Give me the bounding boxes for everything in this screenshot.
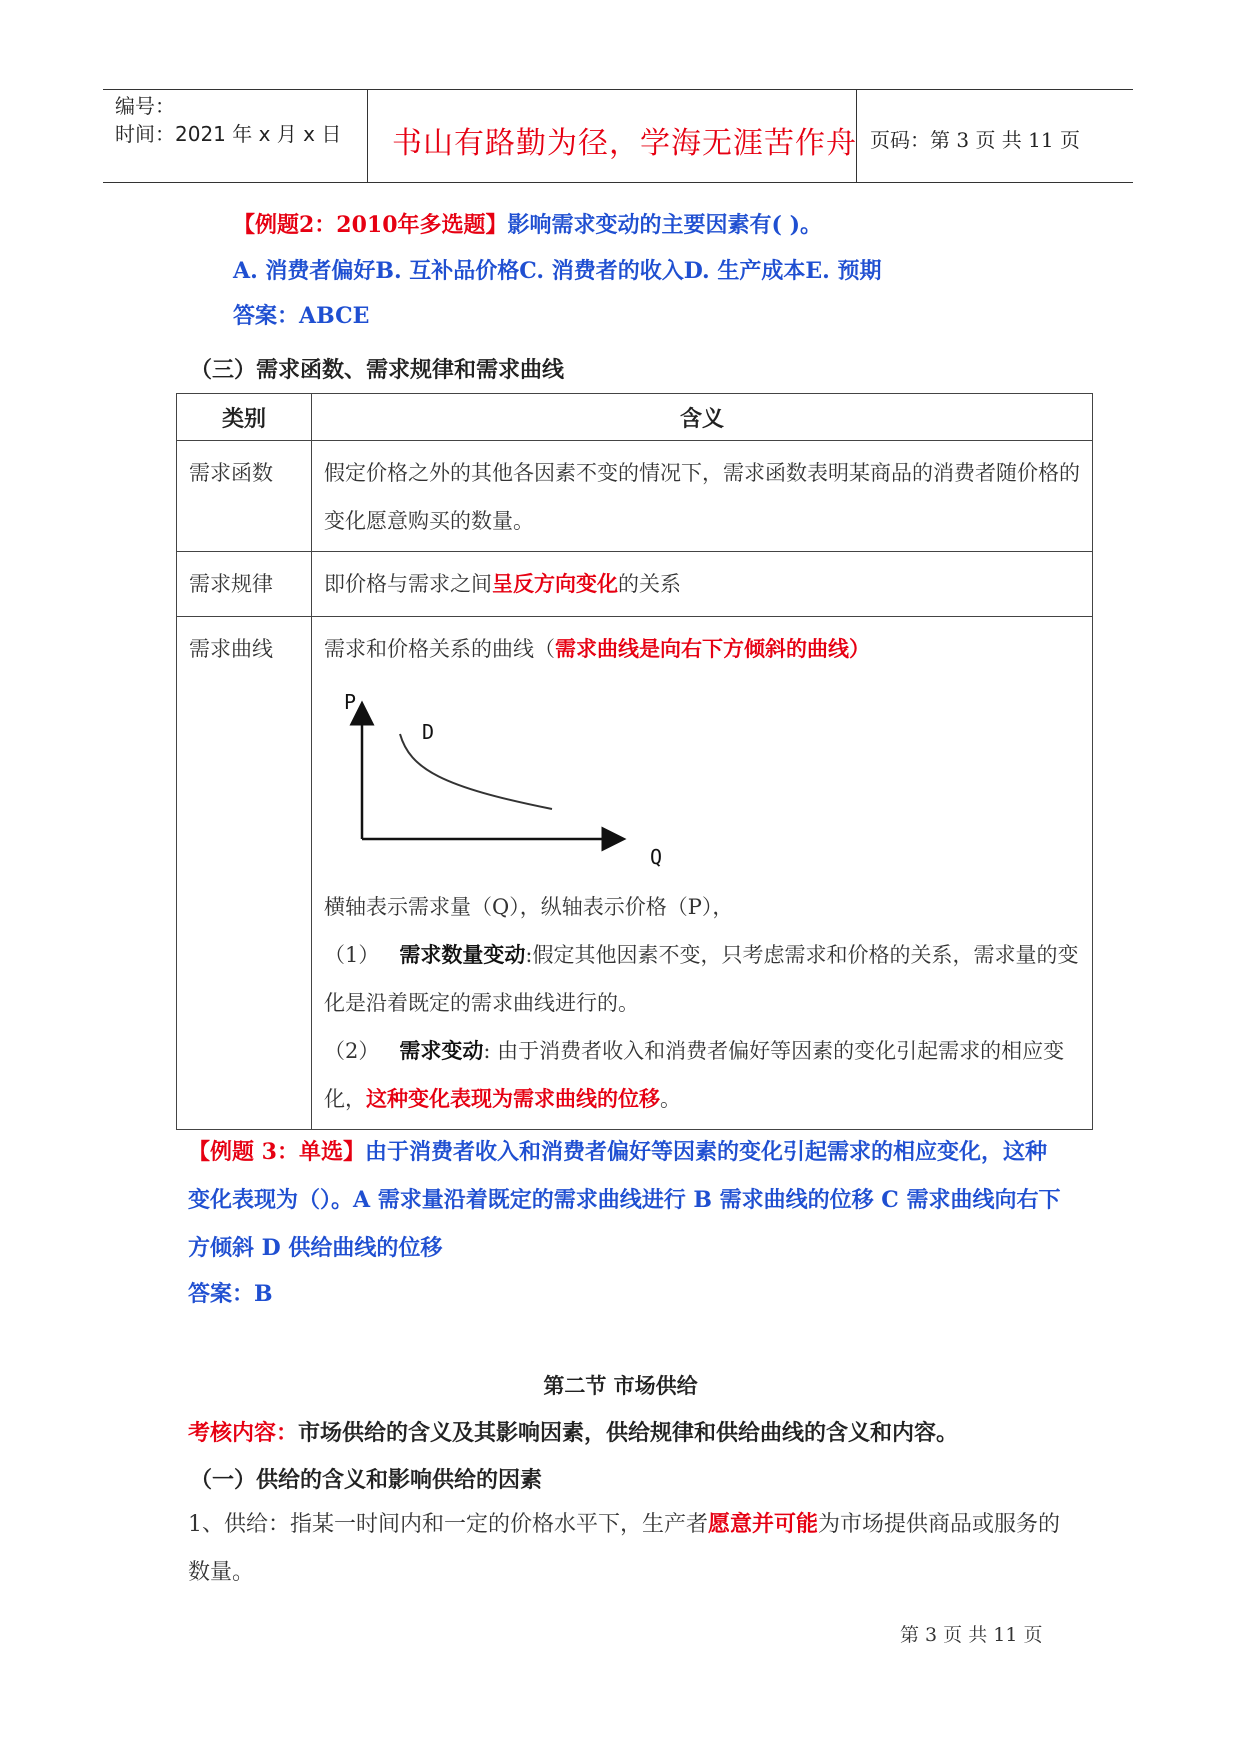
item2-text-before: : 由于消费者收入和消费者偏好等因素的变化引起需求的相应变化， bbox=[324, 1039, 1065, 1111]
supply-def-highlight: 愿意并可能 bbox=[708, 1511, 819, 1537]
item2-num: （2） bbox=[324, 1039, 380, 1063]
curve-label: D bbox=[422, 720, 435, 744]
section3-title: （三）需求函数、需求规律和需求曲线 bbox=[190, 357, 565, 383]
supply-def-after: 为市场提供商品或服务的数量。 bbox=[188, 1512, 1061, 1585]
header-time-label: 时间：2021 年 x 月 x 日 bbox=[115, 122, 342, 146]
example2-question bbox=[233, 209, 1113, 241]
assessment-text: 市场供给的含义及其影响因素，供给规律和供给曲线的含义和内容。 bbox=[298, 1420, 959, 1446]
example3-answer: 答案：B bbox=[188, 1281, 273, 1307]
example3-tag: 【例题 3：单选】 bbox=[188, 1139, 365, 1165]
row-meaning-demand-law bbox=[312, 552, 1093, 617]
item2 bbox=[324, 1027, 1082, 1123]
table-row bbox=[177, 441, 1093, 552]
page-footer: 第 3 页 共 11 页 bbox=[900, 1624, 1043, 1646]
example3-text: 由于消费者收入和消费者偏好等因素的变化引起需求的相应变化，这种变化表现为（）。A 需求量沿着既定的需求曲线进行 B 需求曲线的位移 C 需求曲线向右下方倾斜 D 供给曲线的位移 bbox=[188, 1139, 1061, 1261]
item1-num: （1） bbox=[324, 943, 380, 967]
demand-law-highlight: 呈反方向变化 bbox=[492, 571, 618, 596]
demand-curve-text-before: 需求和价格关系的曲线（ bbox=[324, 637, 555, 661]
demand-curve-highlight: 需求曲线是向右下方倾斜的曲线） bbox=[555, 636, 870, 661]
row-category-demand-function: 需求函数 bbox=[177, 441, 312, 552]
axis-note: 横轴表示需求量（Q），纵轴表示价格（P）， bbox=[324, 895, 734, 919]
header-bottom-rule bbox=[103, 182, 1133, 183]
demand-curve-line bbox=[400, 734, 552, 809]
assessment bbox=[188, 1416, 958, 1447]
header-divider-left bbox=[367, 89, 368, 182]
demand-curve-intro bbox=[324, 625, 1082, 673]
table-header-row bbox=[177, 394, 1093, 441]
demand-law-text-after: 的关系 bbox=[618, 572, 681, 596]
example2-tag: 【例题2：2010年多选题】 bbox=[233, 212, 508, 238]
section2-title: 第二节 市场供给 bbox=[543, 1373, 698, 1398]
row-category-demand-curve: 需求曲线 bbox=[177, 617, 312, 1130]
demand-law-text-before: 即价格与需求之间 bbox=[324, 572, 492, 596]
supply-definition bbox=[188, 1500, 1068, 1597]
header-top-rule bbox=[103, 89, 1133, 90]
header-number-label: 编号： bbox=[115, 94, 175, 118]
demand-curve-svg bbox=[332, 679, 662, 879]
demand-curve-chart bbox=[332, 679, 662, 879]
table-header-category: 类别 bbox=[177, 394, 312, 441]
supply-title: （一）供给的含义和影响供给的因素 bbox=[190, 1467, 543, 1493]
item1 bbox=[324, 931, 1082, 1027]
header-motto: 书山有路勤为径，学海无涯苦作舟 bbox=[392, 126, 857, 161]
assessment-label: 考核内容： bbox=[188, 1420, 299, 1446]
example3-question bbox=[188, 1128, 1068, 1272]
row-category-demand-law: 需求规律 bbox=[177, 552, 312, 617]
table-row bbox=[177, 617, 1093, 1130]
example2-question-text: 影响需求变动的主要因素有( )。 bbox=[507, 212, 823, 238]
row-meaning-demand-curve bbox=[312, 617, 1093, 1130]
table-header-meaning: 含义 bbox=[312, 394, 1093, 441]
supply-def-before: 1、供给：指某一时间内和一定的价格水平下，生产者 bbox=[188, 1512, 708, 1537]
item2-term: 需求变动 bbox=[399, 1038, 484, 1063]
header-page-label: 页码：第 3 页 共 11 页 bbox=[870, 128, 1080, 152]
example2-options: A. 消费者偏好B. 互补品价格C. 消费者的收入D. 生产成本E. 预期 bbox=[233, 258, 882, 284]
demand-table bbox=[176, 393, 1093, 1130]
item1-text: :假定其他因素不变，只考虑需求和价格的关系，需求量的变化是沿着既定的需求曲线进行的。 bbox=[324, 943, 1079, 1015]
item2-text-after: 。 bbox=[660, 1087, 681, 1111]
table-row bbox=[177, 552, 1093, 617]
y-axis-label: P bbox=[344, 690, 357, 714]
item2-highlight: 这种变化表现为需求曲线的位移 bbox=[366, 1086, 660, 1111]
item1-term: 需求数量变动 bbox=[399, 942, 526, 967]
example2-answer: 答案：ABCE bbox=[233, 303, 370, 329]
x-axis-label: Q bbox=[650, 845, 662, 869]
row-meaning-demand-function: 假定价格之外的其他各因素不变的情况下，需求函数表明某商品的消费者随价格的变化愿意购买的数量。 bbox=[312, 441, 1093, 552]
